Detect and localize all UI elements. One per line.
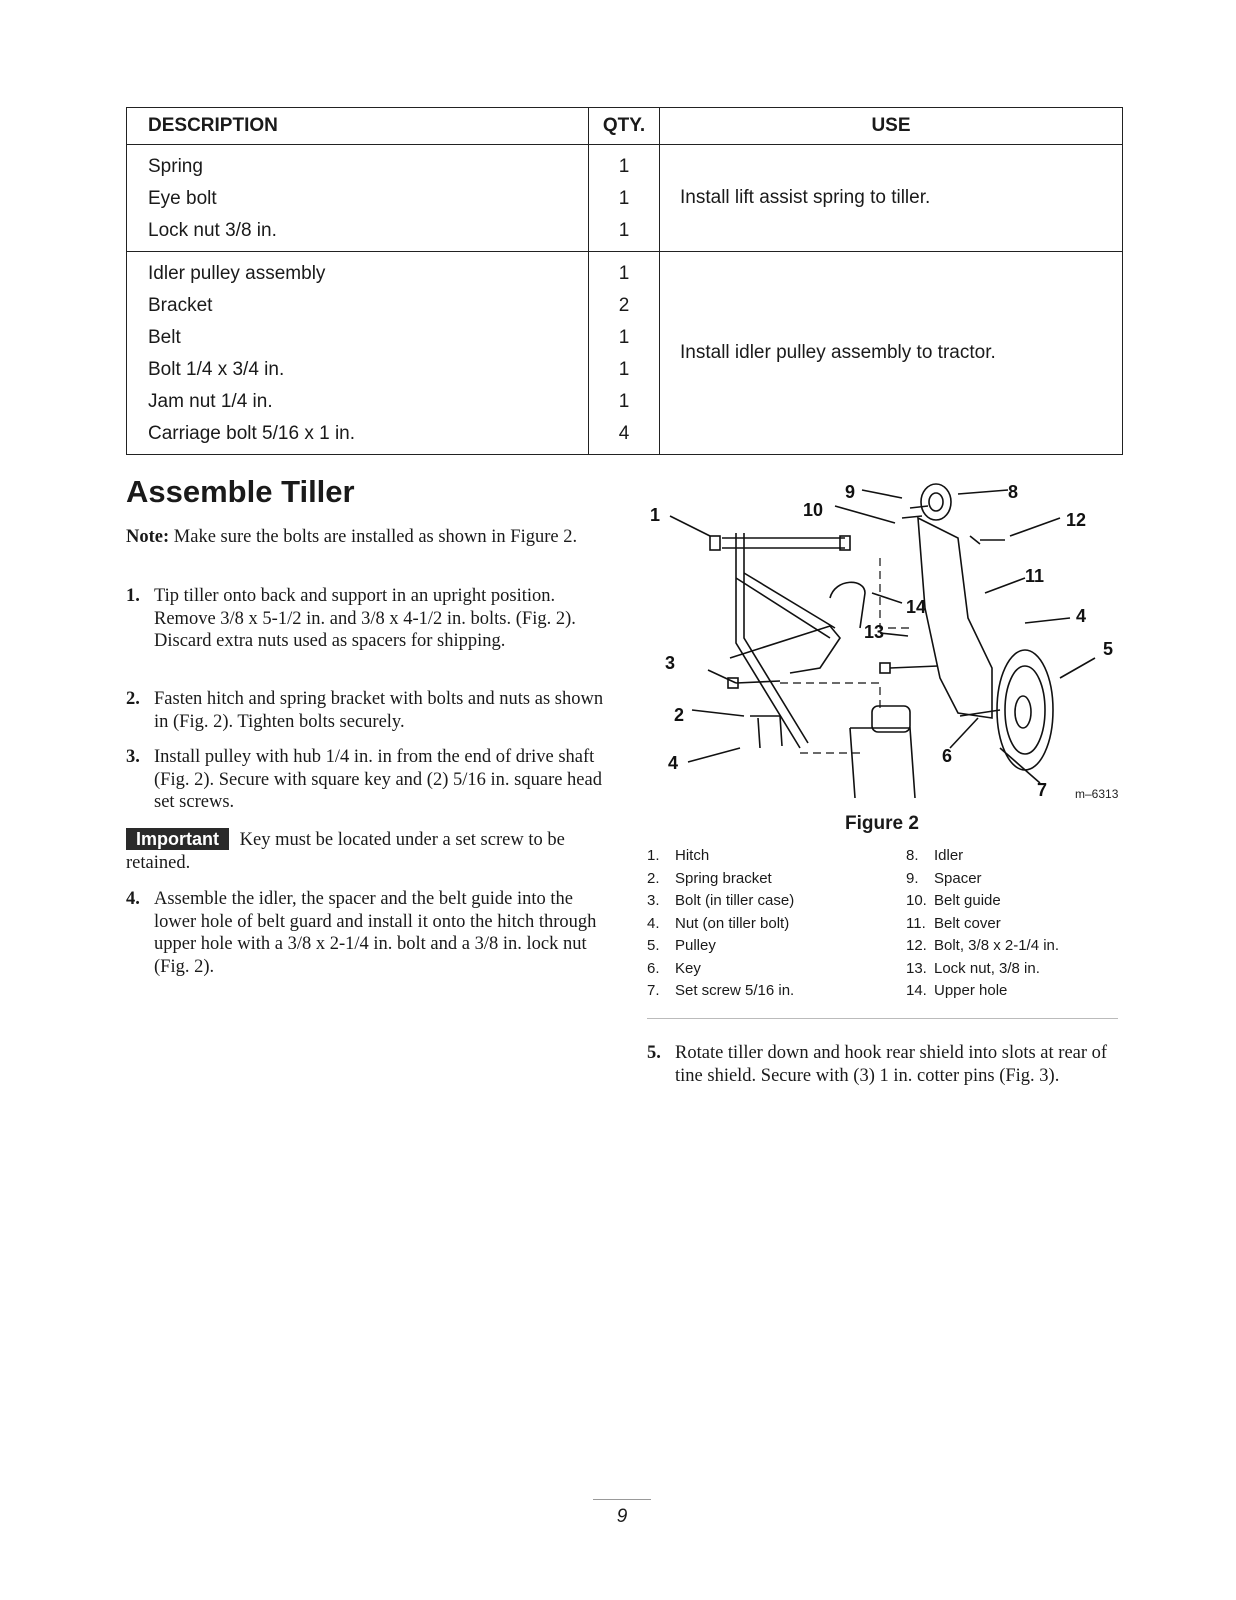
- table-row: [127, 252, 1123, 455]
- legend-label: Belt guide: [934, 892, 1001, 909]
- table-row: [127, 145, 1123, 252]
- legend-label: Bolt, 3/8 x 2-1/4 in.: [934, 937, 1060, 954]
- item-description: Lock nut 3/8 in.: [148, 220, 277, 241]
- legend-label: Hitch: [675, 847, 710, 864]
- step-text: Fasten hitch and spring bracket with bolts and nuts as shown in (Fig. 2). Tighten bolts securely.: [154, 689, 604, 732]
- legend-label: Pulley: [675, 937, 716, 954]
- step-number: 5.: [647, 1043, 661, 1063]
- qty-cell: [589, 252, 660, 455]
- legend-label: Bolt (in tiller case): [675, 892, 795, 909]
- legend-number: 3.: [647, 892, 660, 909]
- table-header-row: [127, 108, 1123, 145]
- legend-item: [906, 845, 1126, 868]
- callout-7: 7: [1037, 780, 1048, 800]
- legend-number: 11.: [906, 914, 926, 932]
- item-qty: 1: [618, 263, 630, 284]
- step-text: Install pulley with hub 1/4 in. in from the end of drive shaft (Fig. 2). Secure with square key and (2) 5/16 in. square head set screws.: [154, 747, 602, 812]
- legend-label: Set screw 5/16 in.: [675, 982, 795, 999]
- legend-label: Upper hole: [934, 982, 1008, 999]
- legend-label: Lock nut, 3/8 in.: [934, 959, 1040, 977]
- legend-number: 8.: [906, 847, 919, 864]
- callout-10: 10: [803, 500, 824, 520]
- callout-4b: 4: [1076, 606, 1087, 626]
- header-use: USE: [660, 108, 1123, 145]
- callout-12: 12: [1066, 510, 1087, 530]
- step-1: [126, 585, 604, 653]
- legend-item: [647, 980, 887, 1003]
- item-description: Carriage bolt 5/16 x 1 in.: [148, 423, 356, 444]
- note-text: Make sure the bolts are installed as shown in Figure 2.: [169, 527, 578, 547]
- header-qty: QTY.: [589, 108, 660, 145]
- legend-item: [647, 845, 887, 868]
- callout-3: 3: [665, 653, 676, 673]
- legend-item: [906, 980, 1126, 1003]
- legend-label: Idler: [934, 847, 964, 864]
- legend-item: [647, 935, 887, 958]
- step-text: Rotate tiller down and hook rear shield into slots at rear of tine shield. Secure with (3) 1 in. cotter pins (Fig. 3).: [675, 1043, 1108, 1086]
- step-3: [126, 746, 604, 814]
- callout-9: 9: [845, 482, 856, 502]
- item-description: Bolt 1/4 x 3/4 in.: [148, 359, 285, 380]
- use-cell: Install idler pulley assembly to tractor.: [660, 252, 1123, 455]
- header-description: DESCRIPTION: [127, 108, 589, 145]
- figure-caption: Figure 2: [845, 813, 919, 834]
- legend-number: 14.: [906, 982, 927, 999]
- description-cell: [127, 145, 589, 252]
- step-number: 1.: [126, 586, 140, 606]
- legend-item: [906, 935, 1126, 958]
- legend-number: 7.: [647, 982, 660, 999]
- step-number: 4.: [126, 889, 140, 909]
- legend-label: Key: [675, 959, 701, 977]
- parts-table: [126, 107, 1123, 455]
- legend-label: Spacer: [934, 869, 982, 887]
- item-qty: 1: [618, 327, 630, 348]
- callout-8: 8: [1008, 482, 1019, 502]
- legend-number: 13.: [906, 959, 927, 977]
- important-badge: Important: [126, 828, 229, 850]
- callout-2: 2: [674, 705, 685, 725]
- item-description: Belt: [148, 327, 181, 348]
- important-text: Key must be located under a set screw to be retained.: [126, 830, 565, 873]
- legend-number: 1.: [647, 847, 660, 864]
- item-qty: 4: [618, 423, 630, 444]
- callout-6: 6: [942, 746, 953, 766]
- page-number-rule: [593, 1499, 651, 1500]
- callout-1: 1: [650, 505, 661, 525]
- note-paragraph: [126, 526, 604, 549]
- item-qty: 2: [618, 295, 630, 316]
- callout-14: 14: [906, 597, 927, 617]
- figure-legend-right: [906, 845, 1126, 1003]
- legend-number: 4.: [647, 914, 660, 932]
- step-number: 2.: [126, 689, 140, 709]
- use-cell: Install lift assist spring to tiller.: [660, 145, 1123, 252]
- item-qty: 1: [618, 188, 630, 209]
- item-qty: 1: [618, 391, 630, 412]
- legend-number: 12.: [906, 937, 927, 954]
- figure-2-diagram: [640, 478, 1120, 808]
- item-description: Eye bolt: [148, 188, 217, 209]
- legend-number: 6.: [647, 959, 660, 977]
- legend-number: 9.: [906, 869, 919, 887]
- figure-code: m–6313: [1075, 787, 1119, 801]
- legend-item: [647, 890, 887, 913]
- important-paragraph: [126, 828, 604, 874]
- callout-13: 13: [864, 622, 885, 642]
- legend-divider: [647, 1018, 1118, 1019]
- legend-number: 10.: [906, 892, 927, 909]
- legend-number: 2.: [647, 869, 660, 887]
- legend-item: [906, 868, 1126, 891]
- legend-item: [647, 913, 887, 936]
- legend-item: [647, 958, 887, 981]
- step-2: [126, 688, 604, 733]
- item-description: Bracket: [148, 295, 213, 316]
- item-description: Idler pulley assembly: [148, 263, 326, 284]
- callout-5: 5: [1103, 639, 1114, 659]
- note-label: Note:: [126, 527, 170, 547]
- legend-item: [906, 913, 1126, 936]
- page-number: 9: [616, 1506, 628, 1527]
- legend-item: [906, 890, 1126, 913]
- callout-11: 11: [1025, 566, 1045, 586]
- step-number: 3.: [126, 747, 140, 767]
- legend-label: Spring bracket: [675, 869, 772, 887]
- qty-cell: [589, 145, 660, 252]
- section-title: Assemble Tiller: [126, 474, 355, 509]
- legend-item: [647, 868, 887, 891]
- step-5: [647, 1042, 1117, 1087]
- figure-legend-left: [647, 845, 887, 1003]
- item-qty: 1: [618, 359, 630, 380]
- callout-4: 4: [668, 753, 679, 773]
- step-4: [126, 888, 604, 978]
- item-qty: 1: [618, 156, 630, 177]
- legend-label: Belt cover: [934, 914, 1001, 932]
- description-cell: [127, 252, 589, 455]
- legend-item: [906, 958, 1126, 981]
- step-text: Tip tiller onto back and support in an upright position. Remove 3/8 x 5-1/2 in. and 3/8 x 4-1/2 in. bolts. (Fig. 2). Discard extra nuts used as spacers for shipping.: [154, 586, 576, 651]
- legend-label: Nut (on tiller bolt): [675, 914, 790, 932]
- item-description: Spring: [148, 156, 203, 177]
- legend-number: 5.: [647, 937, 660, 954]
- item-qty: 1: [618, 220, 630, 241]
- step-text: Assemble the idler, the spacer and the belt guide into the lower hole of belt guard and install it onto the hitch through upper hole with a 3/8 x 2-1/4 in. bolt and a 3/8 in. lock nut (Fig. 2).: [154, 889, 597, 977]
- item-description: Jam nut 1/4 in.: [148, 391, 273, 412]
